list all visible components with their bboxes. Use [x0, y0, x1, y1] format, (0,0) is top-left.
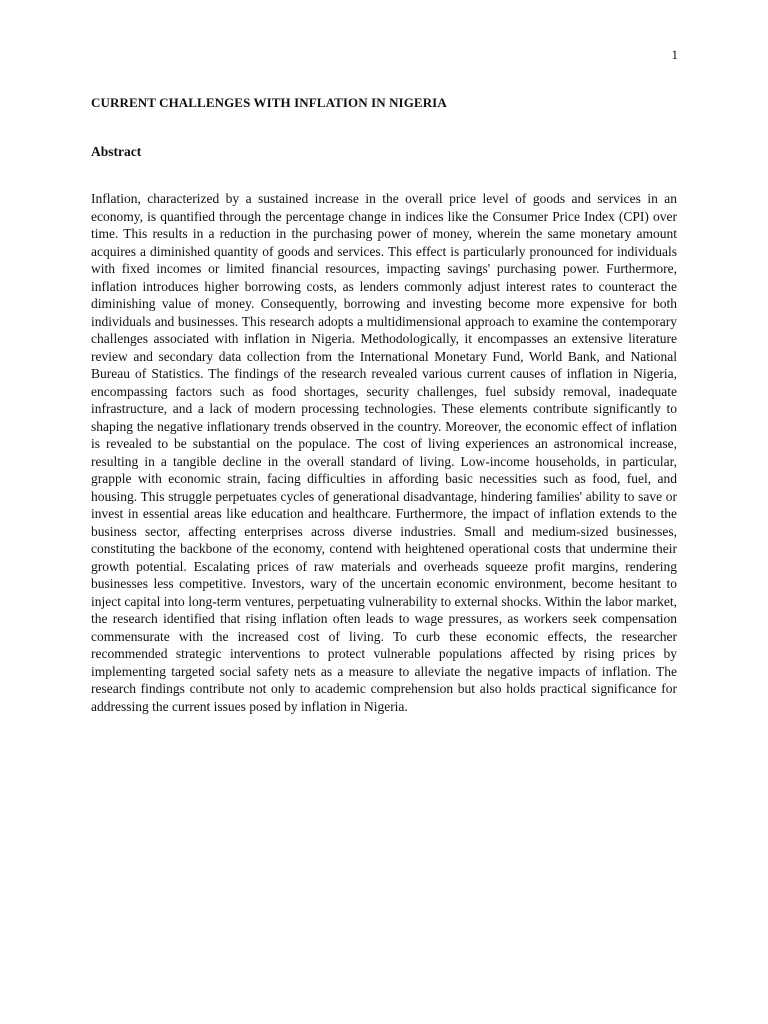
- abstract-paragraph: Inflation, characterized by a sustained increase in the overall price level of goods and services in an economy, is quantified through the percentage change in indices like the Consumer Price Index (CPI) over time. This results in a reduction in the purchasing power of money, wherein the same monetary amount acquires a diminished quantity of goods and services. This effect is particularly pronounced for individuals with fixed incomes or limited financial resources, impacting savings' purchasing power. Furthermore, inflation introduces higher borrowing costs, as lenders commonly adjust interest rates to counteract the diminishing value of money. Consequently, borrowing and investing become more expensive for both individuals and businesses. This research adopts a multidimensional approach to examine the contemporary challenges associated with inflation in Nigeria. Methodologically, it encompasses an extensive literature review and secondary data collection from the International Monetary Fund, World Bank, and National Bureau of Statistics. The findings of the research revealed various current causes of inflation in Nigeria, encompassing factors such as food shortages, security challenges, fuel subsidy removal, inadequate infrastructure, and a lack of modern processing technologies. These elements contribute significantly to shaping the negative inflationary trends observed in the country. Moreover, the economic effect of inflation is revealed to be substantial on the populace. The cost of living experiences an astronomical increase, resulting in a tangible decline in the overall standard of living. Low-income households, in particular, grapple with economic strain, facing difficulties in affording basic necessities such as food, fuel, and housing. This struggle perpetuates cycles of generational disadvantage, hindering families' ability to save or invest in essential areas like education and healthcare. Furthermore, the impact of inflation extends to the business sector, affecting enterprises across diverse industries. Small and medium-sized businesses, constituting the backbone of the economy, contend with heightened operational costs that undermine their growth potential. Escalating prices of raw materials and overheads squeeze profit margins, rendering businesses less competitive. Investors, wary of the uncertain economic environment, become hesitant to inject capital into long-term ventures, perpetuating vulnerability to external shocks. Within the labor market, the research identified that rising inflation often leads to wage pressures, as workers seek compensation commensurate with the increased cost of living. To curb these economic effects, the researcher recommended strategic interventions to protect vulnerable populations affected by rising prices by implementing targeted social safety nets as a measure to alleviate the negative impacts of inflation. The research findings contribute not only to academic comprehension but also holds practical significance for addressing the current issues posed by inflation in Nigeria.: [91, 191, 677, 714]
- document-title: CURRENT CHALLENGES WITH INFLATION IN NIGERIA: [91, 95, 447, 110]
- abstract-heading: Abstract: [91, 144, 142, 159]
- page-number: 1: [671, 47, 678, 62]
